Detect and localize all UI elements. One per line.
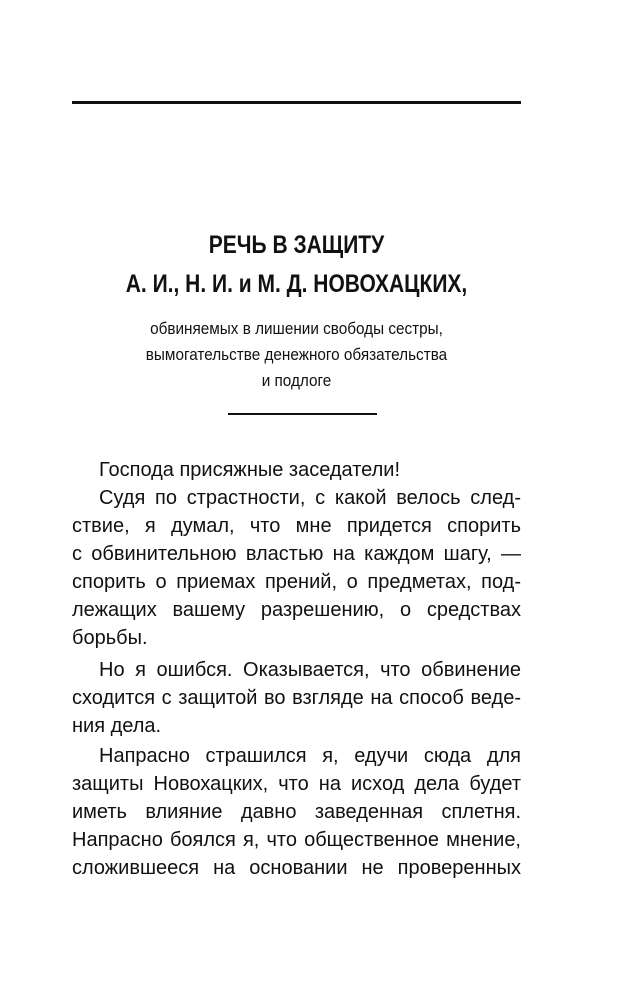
body-line: сходится с защитой во взгляде на способ веде- — [72, 687, 521, 709]
top-rule — [72, 101, 521, 104]
title-line-1: РЕЧЬ В ЗАЩИТУ — [208, 231, 385, 259]
body-line: Но я ошибся. Оказывается, что обвинение — [99, 659, 521, 681]
body-line: спорить о приемах прений, о предметах, под- — [72, 571, 521, 593]
body-line: ния дела. — [72, 715, 162, 737]
body-line: с обвинительною властью на каждом шагу, — — [72, 543, 521, 565]
body-line: лежащих вашему разрешению, о средствах — [72, 599, 521, 621]
section-divider — [228, 413, 377, 415]
body-line: иметь влияние давно заведенная сплетня. — [72, 801, 521, 823]
subtitle-line-3: и подлоге — [261, 371, 332, 390]
body-line: Напрасно страшился я, едучи сюда для — [99, 745, 521, 767]
subtitle-line-1: обвиняемых в лишении свободы сестры, — [150, 319, 443, 338]
body-line: Господа присяжные заседатели! — [99, 459, 401, 481]
body-line: борьбы. — [72, 627, 148, 649]
subtitle-line-2: вымогательстве денежного обязательства — [145, 345, 448, 364]
body-line: Судя по страстности, с какой велось след- — [99, 487, 521, 509]
title-line-2: А. И., Н. И. и М. Д. НОВОХАЦКИХ, — [125, 270, 468, 298]
body-line: защиты Новохацких, что на исход дела будет — [72, 773, 521, 795]
body-line: сложившееся на основании не проверенных — [72, 857, 521, 879]
body-line: Напрасно боялся я, что общественное мнение, — [72, 829, 521, 851]
body-line: ствие, я думал, что мне придется спорить — [72, 515, 521, 537]
